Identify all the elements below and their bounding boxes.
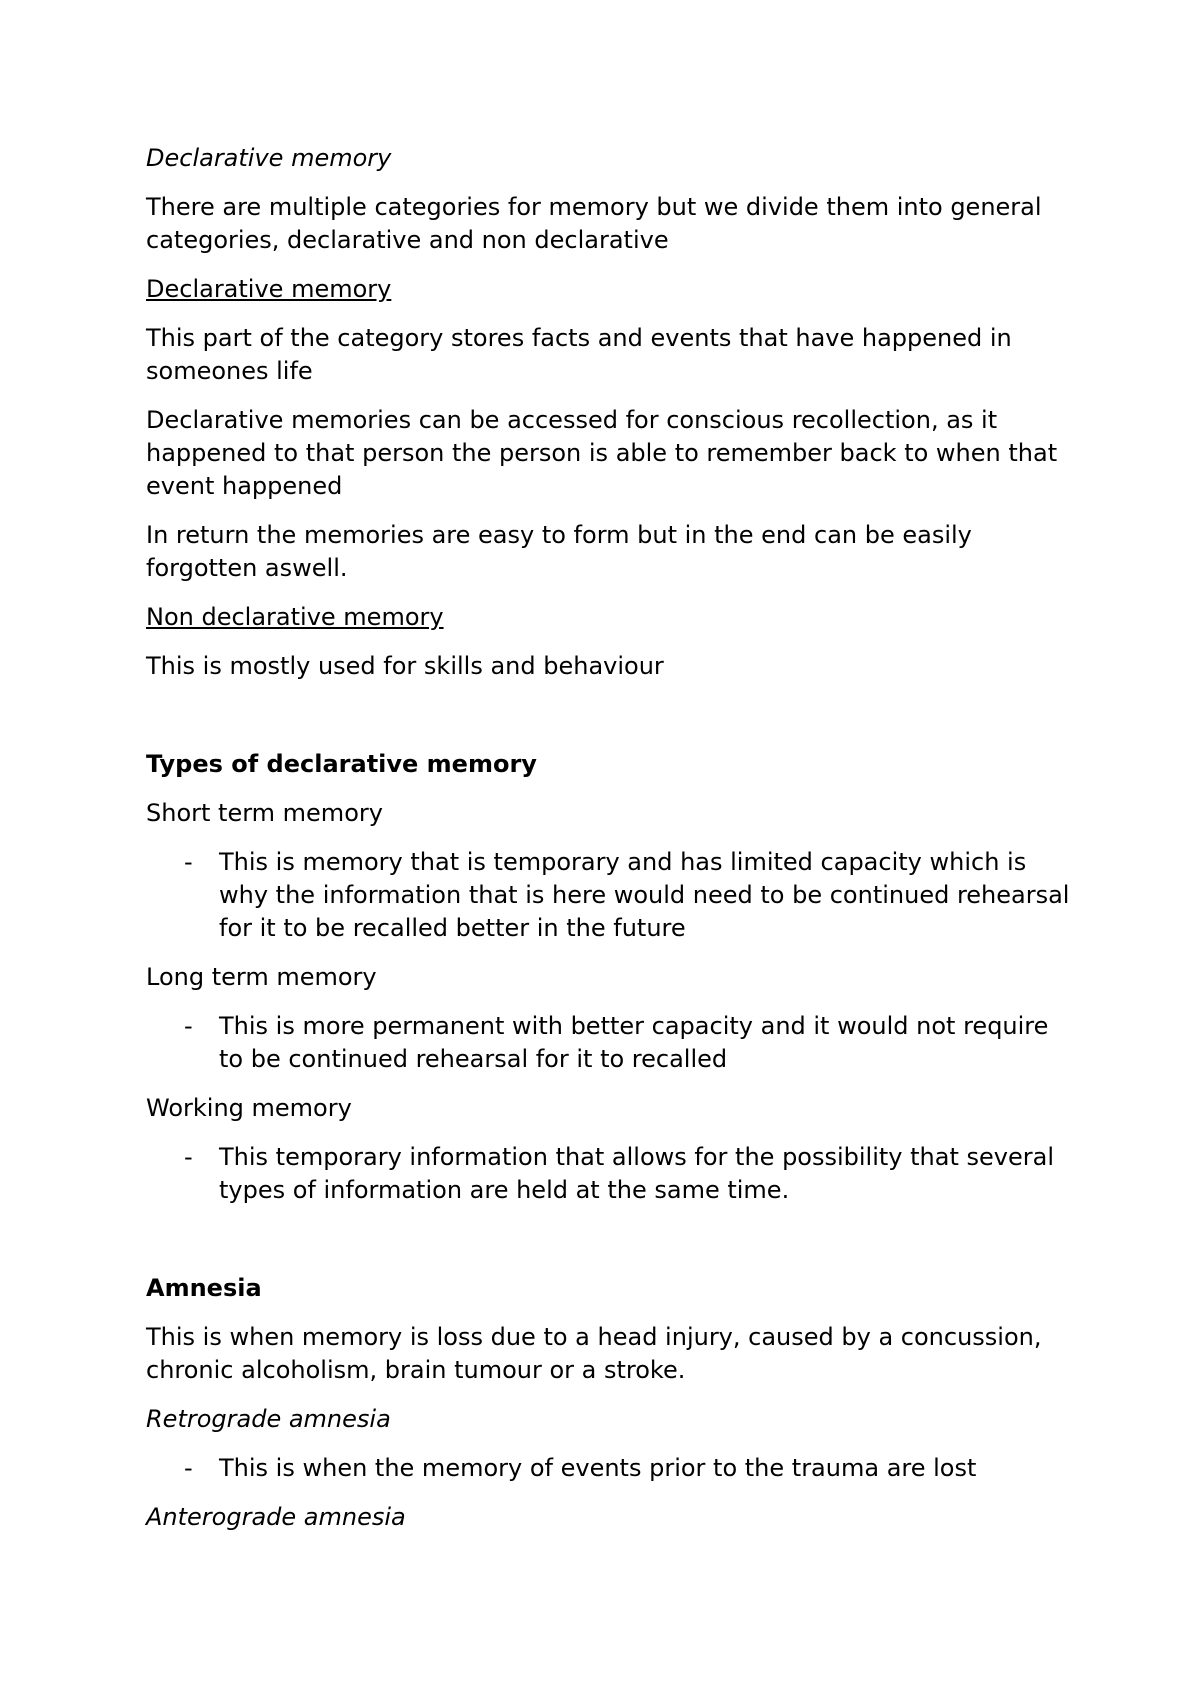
bullet-dash: - — [184, 1143, 193, 1171]
bullet-dash: - — [184, 1454, 193, 1482]
nondeclarative-heading: Non declarative memory — [146, 603, 444, 631]
amnesia-heading: Amnesia — [146, 1274, 262, 1302]
declarative-heading: Declarative memory — [146, 275, 392, 303]
bullet-dash: - — [184, 848, 193, 876]
long-term-label: Long term memory — [146, 963, 377, 991]
bullet-dash: - — [184, 1012, 193, 1040]
types-heading: Types of declarative memory — [146, 750, 537, 778]
declarative-paragraph-1: This part of the category stores facts and events that have happened in someones life — [146, 324, 1012, 385]
document-body — [146, 142, 1076, 1550]
list-item-text: This is when the memory of events prior to the trauma are lost — [219, 1454, 977, 1482]
anterograde-heading: Anterograde amnesia — [146, 1503, 406, 1531]
short-term-label: Short term memory — [146, 799, 383, 827]
declarative-paragraph-2: Declarative memories can be accessed for conscious recollection, as it happened to that person the person is able to remember back to when that event happened — [146, 406, 1058, 500]
list-item-retrograde — [146, 1452, 1076, 1485]
list-item-long-term — [146, 1010, 1076, 1076]
intro-paragraph: There are multiple categories for memory but we divide them into general categories, declarative and non declarative — [146, 193, 1042, 254]
list-item-text: This is memory that is temporary and has limited capacity which is why the information that is here would need to be continued rehearsal for it to be recalled better in the future — [219, 848, 1070, 942]
list-item-short-term — [146, 846, 1076, 945]
blank-line — [146, 1223, 1076, 1256]
nondeclarative-paragraph: This is mostly used for skills and behaviour — [146, 652, 664, 680]
list-item-text: This temporary information that allows for the possibility that several types of information are held at the same time. — [219, 1143, 1054, 1204]
amnesia-paragraph: This is when memory is loss due to a head injury, caused by a concussion, chronic alcoholism, brain tumour or a stroke. — [146, 1323, 1042, 1384]
blank-line — [146, 699, 1076, 732]
declarative-paragraph-3: In return the memories are easy to form but in the end can be easily forgotten aswell. — [146, 521, 972, 582]
intro-heading: Declarative memory — [146, 144, 392, 172]
retrograde-heading: Retrograde amnesia — [146, 1405, 391, 1433]
list-item-working — [146, 1141, 1076, 1207]
working-label: Working memory — [146, 1094, 352, 1122]
list-item-text: This is more permanent with better capacity and it would not require to be continued rehearsal for it to recalled — [219, 1012, 1049, 1073]
